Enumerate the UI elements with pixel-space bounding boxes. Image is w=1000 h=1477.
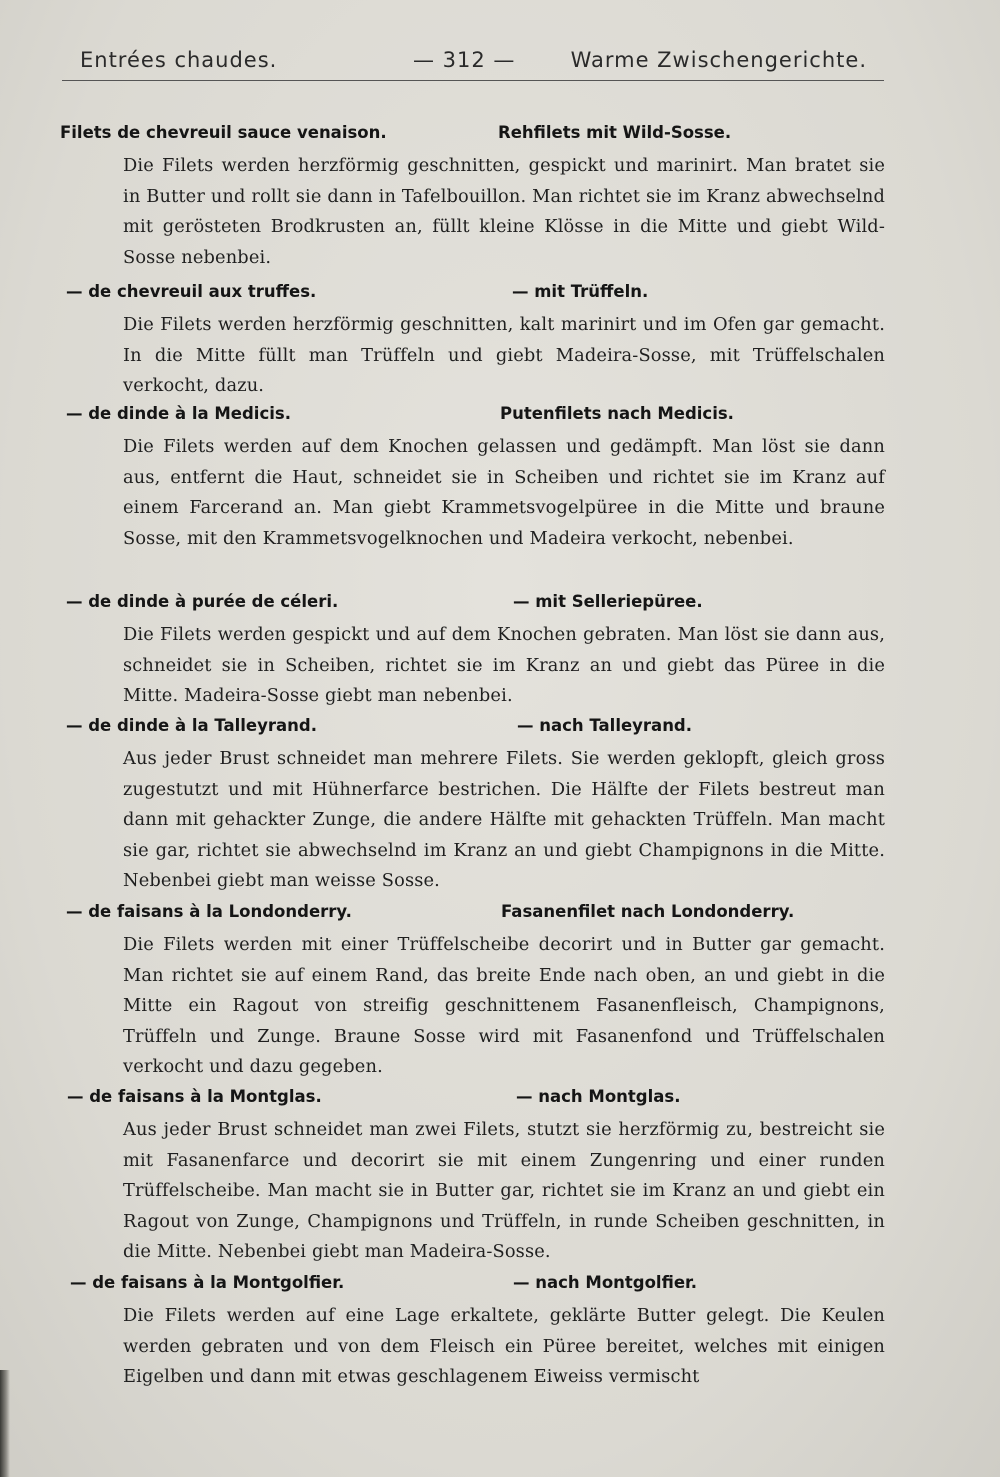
- recipe-title-de: — mit Trüffeln.: [512, 282, 649, 301]
- running-header: [80, 44, 885, 80]
- recipe-entry: [0, 123, 1000, 273]
- recipe-entry: [0, 404, 1000, 554]
- recipe-text: Die Filets werden gespickt und auf dem Knochen gebraten. Man löst sie dann aus, schneidet sie in Scheiben, richtet sie im Kranz an und giebt das Püree in die Mitte. Madeira-Sosse giebt man nebenbei.: [123, 624, 885, 706]
- recipe-title-de: — nach Montglas.: [516, 1087, 681, 1106]
- recipe-heading: [0, 404, 1000, 432]
- recipe-title-fr: — de faisans à la Montglas.: [67, 1087, 322, 1106]
- recipe-title-fr: — de dinde à purée de céleri.: [66, 592, 339, 611]
- recipe-title-fr: — de dinde à la Medicis.: [66, 404, 291, 423]
- recipe-text: Die Filets werden mit einer Trüffelscheibe decorirt und in Butter gar gemacht. Man richtet sie auf einem Rand, das breite Ende nach oben, an und giebt in die Mitte ein Ragout von streifig geschnittenem Fasanenfleisch, Champignons, Trüffeln und Zunge. Braune Sosse wird mit Fasanenfond und Trüffelschalen verkocht und dazu gegeben.: [123, 934, 885, 1077]
- recipe-heading: [0, 1087, 1000, 1115]
- recipe-title-fr: — de dinde à la Talleyrand.: [66, 716, 317, 735]
- recipe-heading: [0, 902, 1000, 930]
- recipe-title-de: Rehfilets mit Wild-Sosse.: [498, 123, 732, 142]
- recipe-title-fr: — de faisans à la Montgolfier.: [70, 1273, 345, 1292]
- recipe-title-de: Fasanenfilet nach Londonderry.: [501, 902, 795, 921]
- recipe-text: Aus jeder Brust schneidet man mehrere Filets. Sie werden geklopft, gleich gross zugestutzt und mit Hühnerfarce bestrichen. Die Hälfte der Filets bestreut man dann mit gehackter Zunge, die andere Hälfte mit gehackten Trüffeln. Man macht sie gar, richtet sie abwechselnd im Kranz an und giebt Champignons in die Mitte. Nebenbei giebt man weisse Sosse.: [123, 748, 885, 891]
- recipe-text: Die Filets werden auf dem Knochen gelassen und gedämpft. Man löst sie dann aus, entfernt die Haut, schneidet sie in Scheiben und richtet sie im Kranz auf einem Farcerand an. Man giebt Krammetsvogelpüree in die Mitte und braune Sosse, mit den Krammetsvogelknochen und Madeira verkocht, nebenbei.: [123, 436, 885, 549]
- page-number: — 312 —: [413, 48, 516, 72]
- header-rule: [62, 80, 884, 81]
- recipe-title-de: — nach Montgolfier.: [513, 1273, 698, 1292]
- recipe-entry: [0, 902, 1000, 1083]
- recipe-title-de: Putenfilets nach Medicis.: [500, 404, 734, 423]
- recipe-entry: [0, 716, 1000, 897]
- recipe-heading: [0, 592, 1000, 620]
- recipe-title-fr: Filets de chevreuil sauce venaison.: [60, 123, 387, 142]
- recipe-entry: [0, 1273, 1000, 1393]
- recipe-title-de: — mit Selleriepüree.: [513, 592, 703, 611]
- recipe-title-fr: — de faisans à la Londonderry.: [66, 902, 352, 921]
- recipe-text: Die Filets werden herzförmig geschnitten, gespickt und marinirt. Man bratet sie in Butter und rollt sie dann in Tafelbouillon. Man richtet sie im Kranz abwechselnd mit gerösteten Brodkrusten an, füllt kleine Klösse in die Mitte und giebt Wild-Sosse nebenbei.: [123, 155, 885, 268]
- recipe-text: Die Filets werden auf eine Lage erkaltete, geklärte Butter gelegt. Die Keulen werden gebraten und von dem Fleisch ein Püree bereitet, welches mit einigen Eigelben und dann mit etwas geschlagenem Eiweiss vermischt: [123, 1305, 885, 1387]
- recipe-title-fr: — de chevreuil aux truffes.: [66, 282, 317, 301]
- recipe-title-de: — nach Talleyrand.: [517, 716, 693, 735]
- recipe-entry: [0, 1087, 1000, 1268]
- header-section-fr: Entrées chaudes.: [80, 48, 278, 72]
- recipe-entry: [0, 282, 1000, 402]
- header-section-de: Warme Zwischengerichte.: [570, 48, 867, 72]
- recipe-heading: [0, 282, 1000, 310]
- recipe-heading: [0, 1273, 1000, 1301]
- recipe-heading: [0, 716, 1000, 744]
- recipe-heading: [0, 123, 1000, 151]
- recipe-entry: [0, 592, 1000, 712]
- recipe-text: Die Filets werden herzförmig geschnitten, kalt marinirt und im Ofen gar gemacht. In die Mitte füllt man Trüffeln und giebt Madeira-Sosse, mit Trüffelschalen verkocht, dazu.: [123, 314, 885, 396]
- recipe-text: Aus jeder Brust schneidet man zwei Filets, stutzt sie herzförmig zu, bestreicht sie mit Fasanenfarce und decorirt sie mit einem Zungenring und einer runden Trüffelscheibe. Man macht sie in Butter gar, richtet sie im Kranz an und giebt ein Ragout von Zunge, Champignons und Trüffeln, in runde Scheiben geschnitten, in die Mitte. Nebenbei giebt man Madeira-Sosse.: [123, 1119, 885, 1262]
